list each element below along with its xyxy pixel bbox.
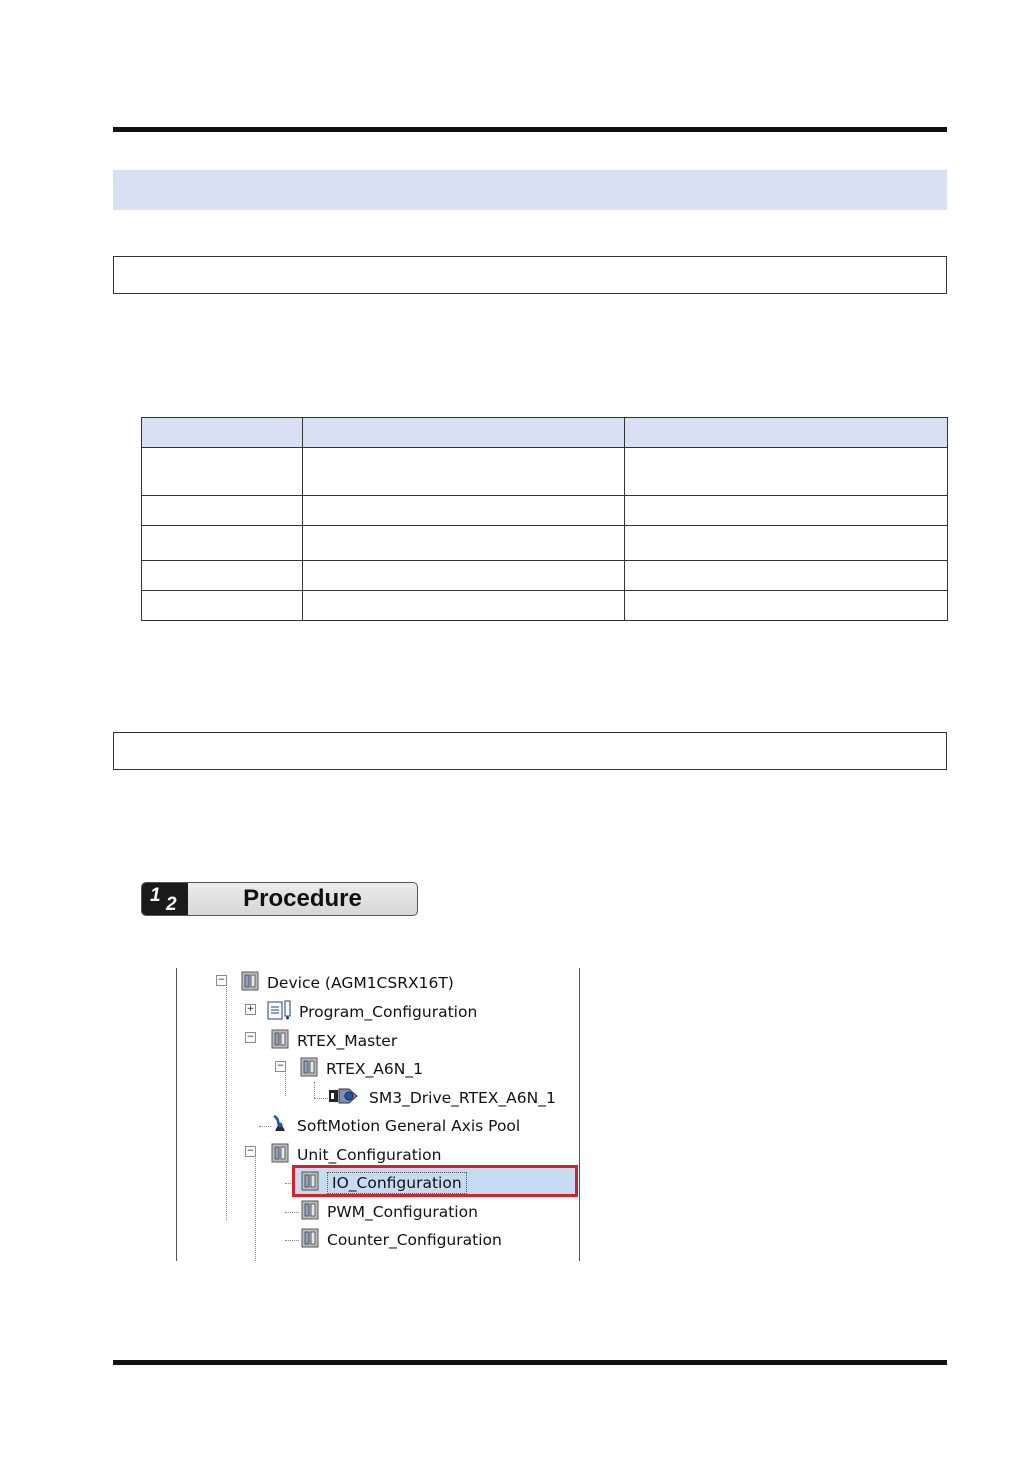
tree-item-label: Device (AGM1CSRX16T) [267, 974, 454, 992]
table-cell [625, 526, 948, 561]
axis-pool-icon [269, 1113, 291, 1139]
tree-item-counter-configuration[interactable] [299, 1227, 502, 1253]
table-header-cell [625, 418, 948, 448]
table-row [142, 591, 948, 621]
table-cell [303, 526, 625, 561]
table-header-cell [303, 418, 625, 448]
program-config-icon [267, 999, 293, 1025]
table-row [142, 561, 948, 591]
tree-item-device[interactable] [239, 970, 454, 996]
servo-drive-icon [327, 1085, 363, 1111]
tree-item-io-configuration[interactable] [299, 1170, 467, 1196]
device-icon [299, 1227, 321, 1253]
table-cell [303, 591, 625, 621]
expand-toggle-icon[interactable]: + [246, 1004, 255, 1014]
device-icon [269, 1142, 291, 1168]
tree-connector [314, 1082, 315, 1098]
table-cell [625, 561, 948, 591]
step-number-2: 2 [166, 894, 177, 915]
tree-item-label: Unit_Configuration [297, 1146, 442, 1164]
section-title-band [113, 170, 947, 210]
device-icon [298, 1056, 320, 1082]
collapse-toggle-icon[interactable]: − [246, 1146, 255, 1156]
table-row [142, 526, 948, 561]
table-cell [625, 448, 948, 496]
tree-item-label: Program_Configuration [299, 1003, 478, 1021]
tree-item-program-configuration[interactable] [267, 999, 477, 1025]
bottom-rule [113, 1360, 947, 1365]
table-cell [142, 448, 303, 496]
tree-item-rtex-a6n-1[interactable] [298, 1056, 423, 1082]
tree-item-label: RTEX_A6N_1 [326, 1060, 423, 1078]
tree-item-label: RTEX_Master [297, 1032, 398, 1050]
procedure-heading [141, 882, 418, 916]
tree-item-pwm-configuration[interactable] [299, 1199, 478, 1225]
table-row [142, 496, 948, 526]
table-cell [303, 561, 625, 591]
tree-item-label: SM3_Drive_RTEX_A6N_1 [369, 1089, 556, 1107]
tree-item-label: PWM_Configuration [327, 1203, 478, 1221]
table-cell [142, 496, 303, 526]
table-cell [625, 496, 948, 526]
table-row [142, 448, 948, 496]
step-number-badge [142, 883, 188, 915]
collapse-toggle-icon[interactable]: − [217, 975, 226, 985]
table-cell [142, 526, 303, 561]
collapse-toggle-icon[interactable]: − [276, 1061, 285, 1071]
step-number-1: 1 [150, 885, 161, 906]
top-rule [113, 127, 947, 132]
tree-connector [314, 1098, 328, 1099]
table-header-cell [142, 418, 303, 448]
device-icon [299, 1170, 321, 1196]
tree-connector [285, 1212, 299, 1213]
spec-table [141, 417, 948, 621]
table-cell [303, 496, 625, 526]
collapse-toggle-icon[interactable]: − [246, 1032, 255, 1042]
tree-connector [226, 980, 227, 1220]
device-icon [269, 1028, 291, 1054]
note-box [113, 256, 947, 294]
tree-item-label: SoftMotion General Axis Pool [297, 1117, 521, 1135]
table-cell [625, 591, 948, 621]
tree-connector [285, 1240, 299, 1241]
note-box [113, 732, 947, 770]
tree-item-unit-configuration[interactable] [269, 1142, 441, 1168]
table-cell [142, 561, 303, 591]
table-cell [303, 448, 625, 496]
procedure-label: Procedure [243, 885, 362, 912]
tree-item-rtex-master[interactable] [269, 1028, 397, 1054]
tree-item-label: IO_Configuration [327, 1172, 467, 1194]
table-header-row [142, 418, 948, 448]
table-cell [142, 591, 303, 621]
device-icon [239, 970, 261, 996]
device-tree-panel [176, 968, 580, 1261]
tree-item-label: Counter_Configuration [327, 1231, 502, 1249]
tree-connector [255, 1151, 256, 1261]
tree-item-sm3-drive[interactable] [327, 1085, 556, 1111]
tree-item-softmotion-axis-pool[interactable] [269, 1113, 520, 1139]
device-icon [299, 1199, 321, 1225]
